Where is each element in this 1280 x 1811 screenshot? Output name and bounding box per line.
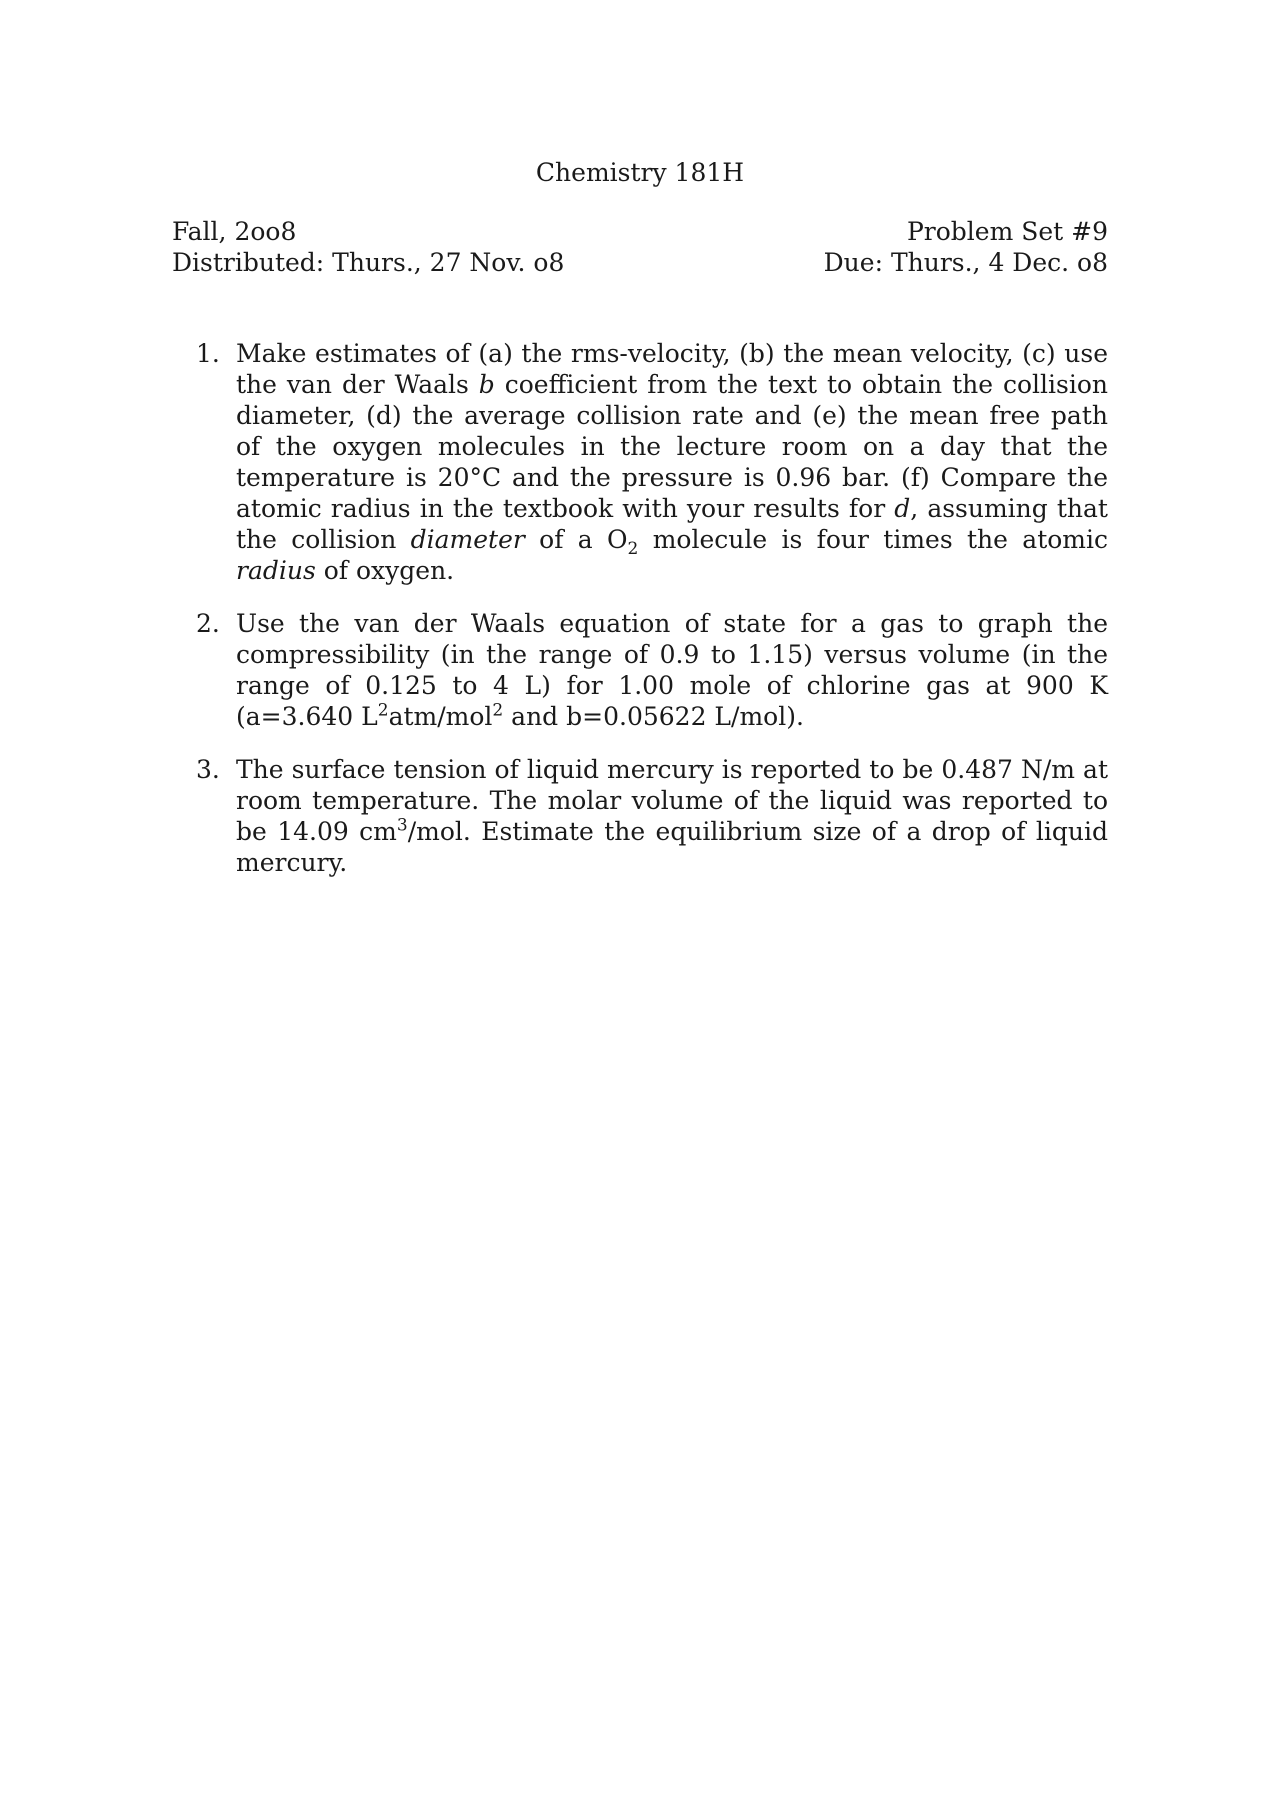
superscript: 2: [492, 700, 504, 721]
text-segment: of a O: [524, 525, 628, 554]
header-left: [172, 216, 564, 278]
subscript: 2: [627, 539, 639, 559]
superscript: 2: [377, 700, 389, 721]
problem-list: [196, 338, 1108, 900]
text-segment: atm/mol: [388, 702, 493, 731]
header-right: [824, 216, 1108, 278]
distributed-date: Distributed: Thurs., 27 Nov. o8: [172, 248, 565, 277]
text-segment: and b=0.05622 L/mol).: [503, 702, 804, 731]
text-segment: molecule is four times the atomic: [638, 525, 1108, 554]
problem-item: [196, 338, 1108, 586]
term-label: Fall, 2oo8: [172, 217, 297, 246]
superscript: 3: [396, 815, 408, 836]
text-segment: /mol. Estimate the equilibrium size of a drop of liquid mercury.: [236, 817, 1108, 877]
problem-number: 2.: [196, 609, 220, 638]
problem-text: [236, 608, 1108, 732]
text-segment: of oxygen.: [315, 556, 455, 585]
problem-number: 3.: [196, 755, 220, 784]
problem-set-label: Problem Set #9: [906, 217, 1108, 246]
text-segment: Make estimates of (a) the rms-velocity, (b) the mean velocity, (c) use the van der Waals: [236, 339, 1108, 399]
problem-item: [196, 608, 1108, 732]
problem-text: [236, 338, 1108, 586]
problem-item: [196, 754, 1108, 878]
emphasis-radius: radius: [236, 556, 316, 585]
text-segment: Use the van der Waals equation of state for a gas to graph the compressibility (in the range of 0.9 to 1.15) versus volume (in the range of 0.125 to 4 L) for 1.00 mole of chlorine gas at 900 K (a=3.640 L: [236, 609, 1108, 731]
problem-number: 1.: [196, 339, 220, 368]
text-segment: , assuming that the collision: [236, 494, 1108, 554]
variable-d: d: [894, 494, 911, 523]
problem-text: [236, 754, 1108, 878]
due-date: Due: Thurs., 4 Dec. o8: [823, 248, 1108, 277]
text-segment: coefficient from the text to obtain the collision diameter, (d) the average collision rate and (e) the mean free path of the oxygen molecules in the lecture room on a day that the temperature is 20°C and the pressure is 0.96 bar. (f) Compare the atomic radius in the textbook with your results for: [236, 370, 1108, 523]
emphasis-diameter: diameter: [410, 525, 525, 554]
course-title: Chemistry 181H: [535, 158, 745, 187]
variable-b: b: [478, 370, 495, 399]
text-segment: The surface tension of liquid mercury is reported to be 0.487 N/m at room temperature. The molar volume of the liquid was reported to be 14.09 cm: [236, 755, 1108, 846]
